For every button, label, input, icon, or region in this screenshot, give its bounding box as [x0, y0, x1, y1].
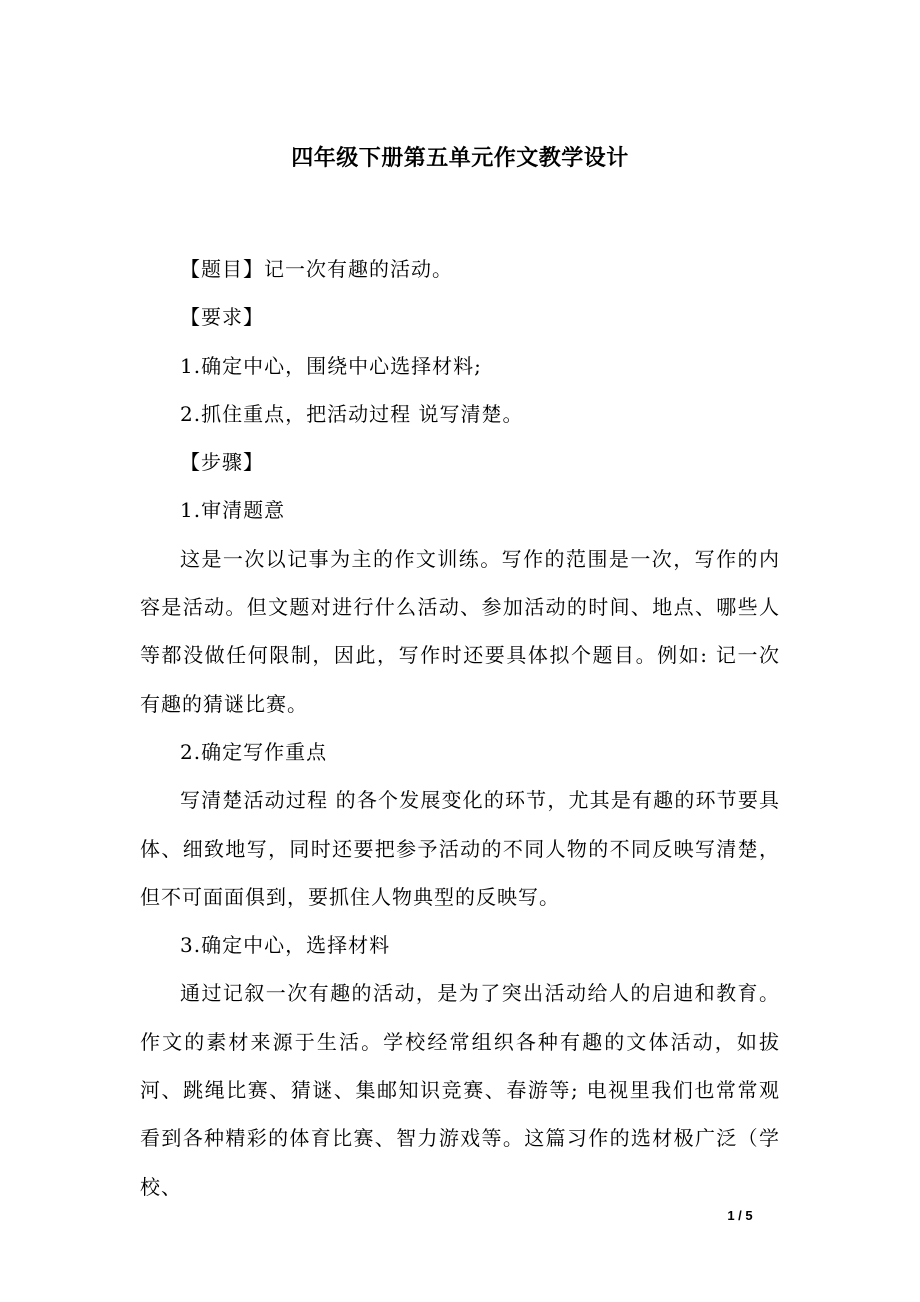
step-3-paragraph: 通过记叙一次有趣的活动，是为了突出活动给人的启迪和教育。作文的素材来源于生活。学校经常组织各种有趣的文体活动，如拔河、跳绳比赛、猜谜、集邮知识竞赛、春游等; 电视里我们也常常观看到各种精彩的体育比赛、智力游戏等。这篇习作的选材极广泛（学校、 [140, 981, 780, 1199]
requirements-heading: 【要求】 [180, 305, 264, 330]
document-body [140, 245, 780, 1211]
requirement-item-2: 2.抓住重点，把活动过程 说写清楚。 [180, 401, 524, 426]
document-title: 四年级下册第五单元作文教学设计 [291, 146, 629, 171]
step-1-heading: 1.审清题意 [180, 498, 286, 523]
topic-line: 【题目】记一次有趣的活动。 [180, 257, 453, 281]
step-2-heading: 2.确定写作重点 [180, 739, 328, 764]
step-3-heading: 3.确定中心，选择材料 [180, 933, 391, 958]
page-number: 1 / 5 [727, 1208, 753, 1223]
step-2-paragraph: 写清楚活动过程 的各个发展变化的环节，尤其是有趣的环节要具体、细致地写，同时还要把参予活动的不同人物的不同反映写清楚，但不可面面俱到，要抓住人物典型的反映写。 [140, 788, 780, 909]
steps-heading: 【步骤】 [180, 450, 264, 475]
step-1-paragraph: 这是一次以记事为主的作文训练。写作的范围是一次，写作的内容是活动。但文题对进行什么活动、参加活动的时间、地点、哪些人等都没做任何限制，因此，写作时还要具体拟个题目。例如: 记一次有趣的猜谜比赛。 [140, 546, 780, 716]
requirement-item-1: 1.确定中心，围绕中心选择材料; [180, 353, 482, 378]
